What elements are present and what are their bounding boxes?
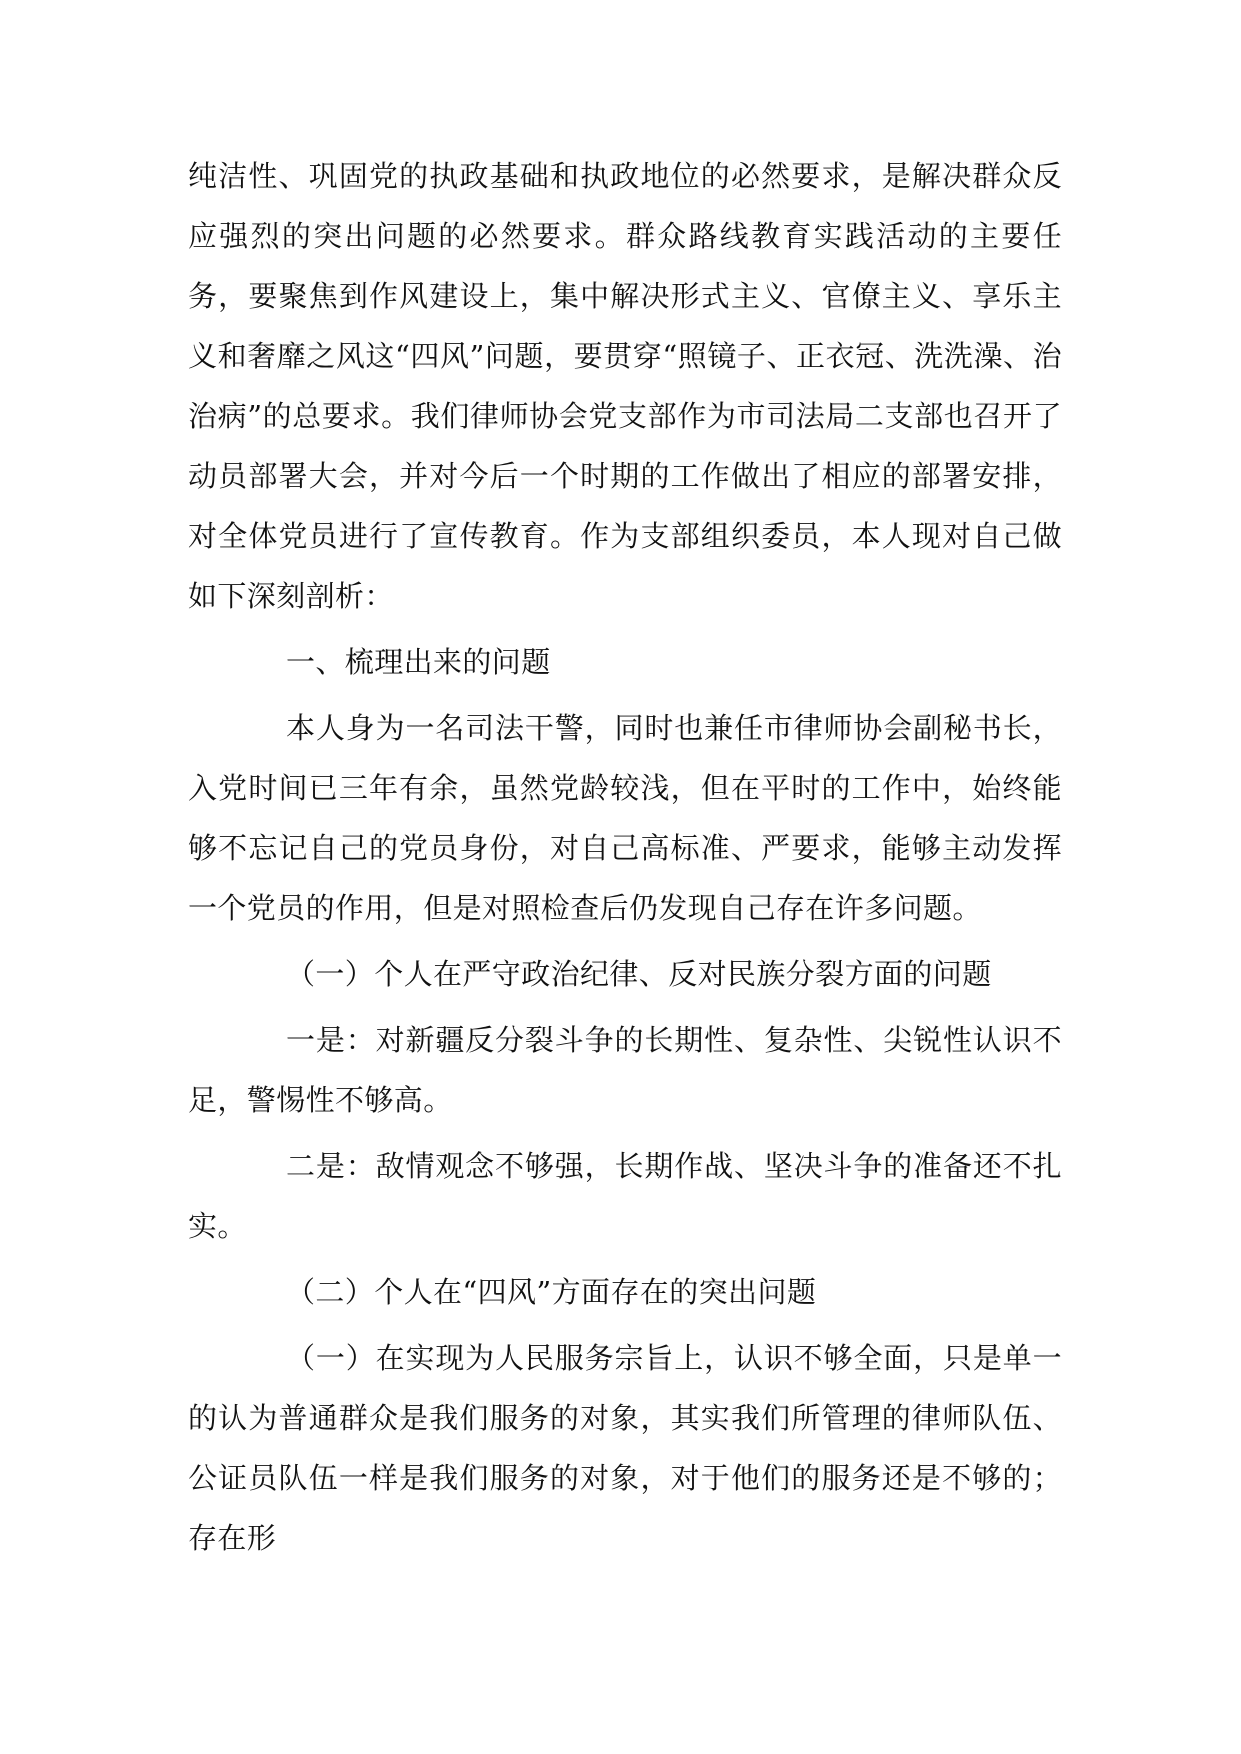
- document-body: [188, 146, 1062, 1574]
- paragraph-service-purpose: （一）在实现为人民服务宗旨上，认识不够全面，只是单一的认为普通群众是我们服务的对象，其实我们所管理的律师队伍、公证员队伍一样是我们服务的对象，对于他们的服务还是不够的；存在形: [188, 1341, 1062, 1555]
- subsection-heading-four-winds: （二）个人在“四风”方面存在的突出问题: [286, 1275, 817, 1309]
- paragraph-point-one: 一是：对新疆反分裂斗争的长期性、复杂性、尖锐性认识不足，警惕性不够高。: [188, 1023, 1062, 1117]
- paragraph-intro-continuation: 纯洁性、巩固党的执政基础和执政地位的必然要求，是解决群众反应强烈的突出问题的必然要求。群众路线教育实践活动的主要任务，要聚焦到作风建设上，集中解决形式主义、官僚主义、享乐主义和奢靡之风这“四风”问题，要贯穿“照镜子、正衣冠、洗洗澡、治治病”的总要求。我们律师协会党支部作为市司法局二支部也召开了动员部署大会，并对今后一个时期的工作做出了相应的部署安排，对全体党员进行了宣传教育。作为支部组织委员，本人现对自己做如下深刻剖析：: [188, 159, 1062, 613]
- subsection-heading-political-discipline: （一）个人在严守政治纪律、反对民族分裂方面的问题: [286, 957, 992, 991]
- paragraph-point-two: 二是：敌情观念不够强，长期作战、坚决斗争的准备还不扎实。: [188, 1149, 1062, 1243]
- paragraph-self-introduction: 本人身为一名司法干警，同时也兼任市律师协会副秘书长，入党时间已三年有余，虽然党龄较浅，但在平时的工作中，始终能够不忘记自己的党员身份，对自己高标准、严要求，能够主动发挥一个党员的作用，但是对照检查后仍发现自己存在许多问题。: [188, 711, 1062, 925]
- section-heading-issues: 一、梳理出来的问题: [286, 645, 551, 679]
